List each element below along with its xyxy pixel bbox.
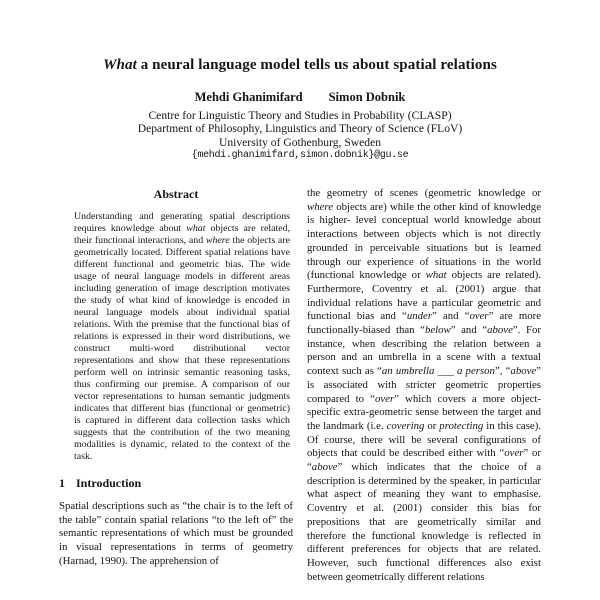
affiliation-block xyxy=(0,109,600,163)
right-column-text: the geometry of scenes (geometric knowledge or where objects are) while the other kind of knowledge is higher- level conceptual world knowledge about interactions between objects which is not directly grounded in perceivable situations but is learned through our experience of situations in the world (functional knowledge or what objects are related). Furthermore, Coventry et al. (2001) argue that individual relations have a particular geometric and functional bias and “under” and “over” are more functionally-biased than “below” and “above”. For instance, when describing the relation between a person and an umbrella in a scene with a textual context such as “an umbrella ___ a person”, “above” is associated with stricter geometric properties compared to “over” which covers a more object-specific extra-geometric sense between the target and the landmark (i.e. covering or protecting in this case). Of course, there will be several configurations of objects that could be described either with “over” or “above” which indicates that the choice of a description is determined by the speaker, in particular what aspect of meaning they want to emphasise. Coventry et al. (2001) consider this bias for prepositions that are geometrically similar and therefore the functional knowledge is reflected in different preferences for objects that are related. However, such functional differences also exist between geometrically different relations xyxy=(307,187,541,583)
paper-title xyxy=(0,57,600,74)
section-heading-introduction xyxy=(59,476,293,491)
paper-title-italic-word: What xyxy=(103,57,137,73)
intro-paragraph: Spatial descriptions such as “the chair is to the left of the table” contain spatial relations “to the left of” the semantic representations of which must be grounded in visual representations in terms of geometry (Harnad, 1990). The apprehension of xyxy=(59,500,293,567)
section-number: 1 xyxy=(59,476,65,490)
right-column xyxy=(307,187,541,584)
author-name-1: Mehdi Ghanimifard xyxy=(194,90,303,104)
author-emails: {mehdi.ghanimifard,simon.dobnik}@gu.se xyxy=(191,150,409,162)
left-column xyxy=(59,187,293,569)
abstract-heading: Abstract xyxy=(153,187,199,201)
affiliation-line-3: University of Gothenburg, Sweden xyxy=(218,135,382,149)
affiliation-line-1: Centre for Linguistic Theory and Studies in Probability (CLASP) xyxy=(148,109,452,122)
paper-title-rest: a neural language model tells us about spatial relations xyxy=(136,57,497,73)
author-name-2: Simon Dobnik xyxy=(328,90,406,104)
section-title: Introduction xyxy=(76,476,142,490)
authors-row xyxy=(0,90,600,105)
abstract-text: Understanding and generating spatial descriptions requires knowledge about what objects are related, their functional interactions, and where the objects are geometrically located. Different spatial relations have different functional and geometric bias. The wide usage of neural language models in different areas including generation of image description motivates the study of what kind of knowledge is encoded in neural language models about individual spatial relations. With the premise that the functional bias of relations is expressed in their word distributions, we construct multi-word distributional vector representations and show that these representations perform well on intrinsic semantic reasoning tasks, thus confirming our premise. A comparison of our vector representations to human semantic judgments indicates that different bias (functional or geometric) is captured in different data collection tasks which suggests that the contribution of the two meaning modalities is dynamic, related to the context of the task. xyxy=(74,211,290,462)
affiliation-line-2: Department of Philosophy, Linguistics and Theory of Science (FLoV) xyxy=(137,122,463,136)
